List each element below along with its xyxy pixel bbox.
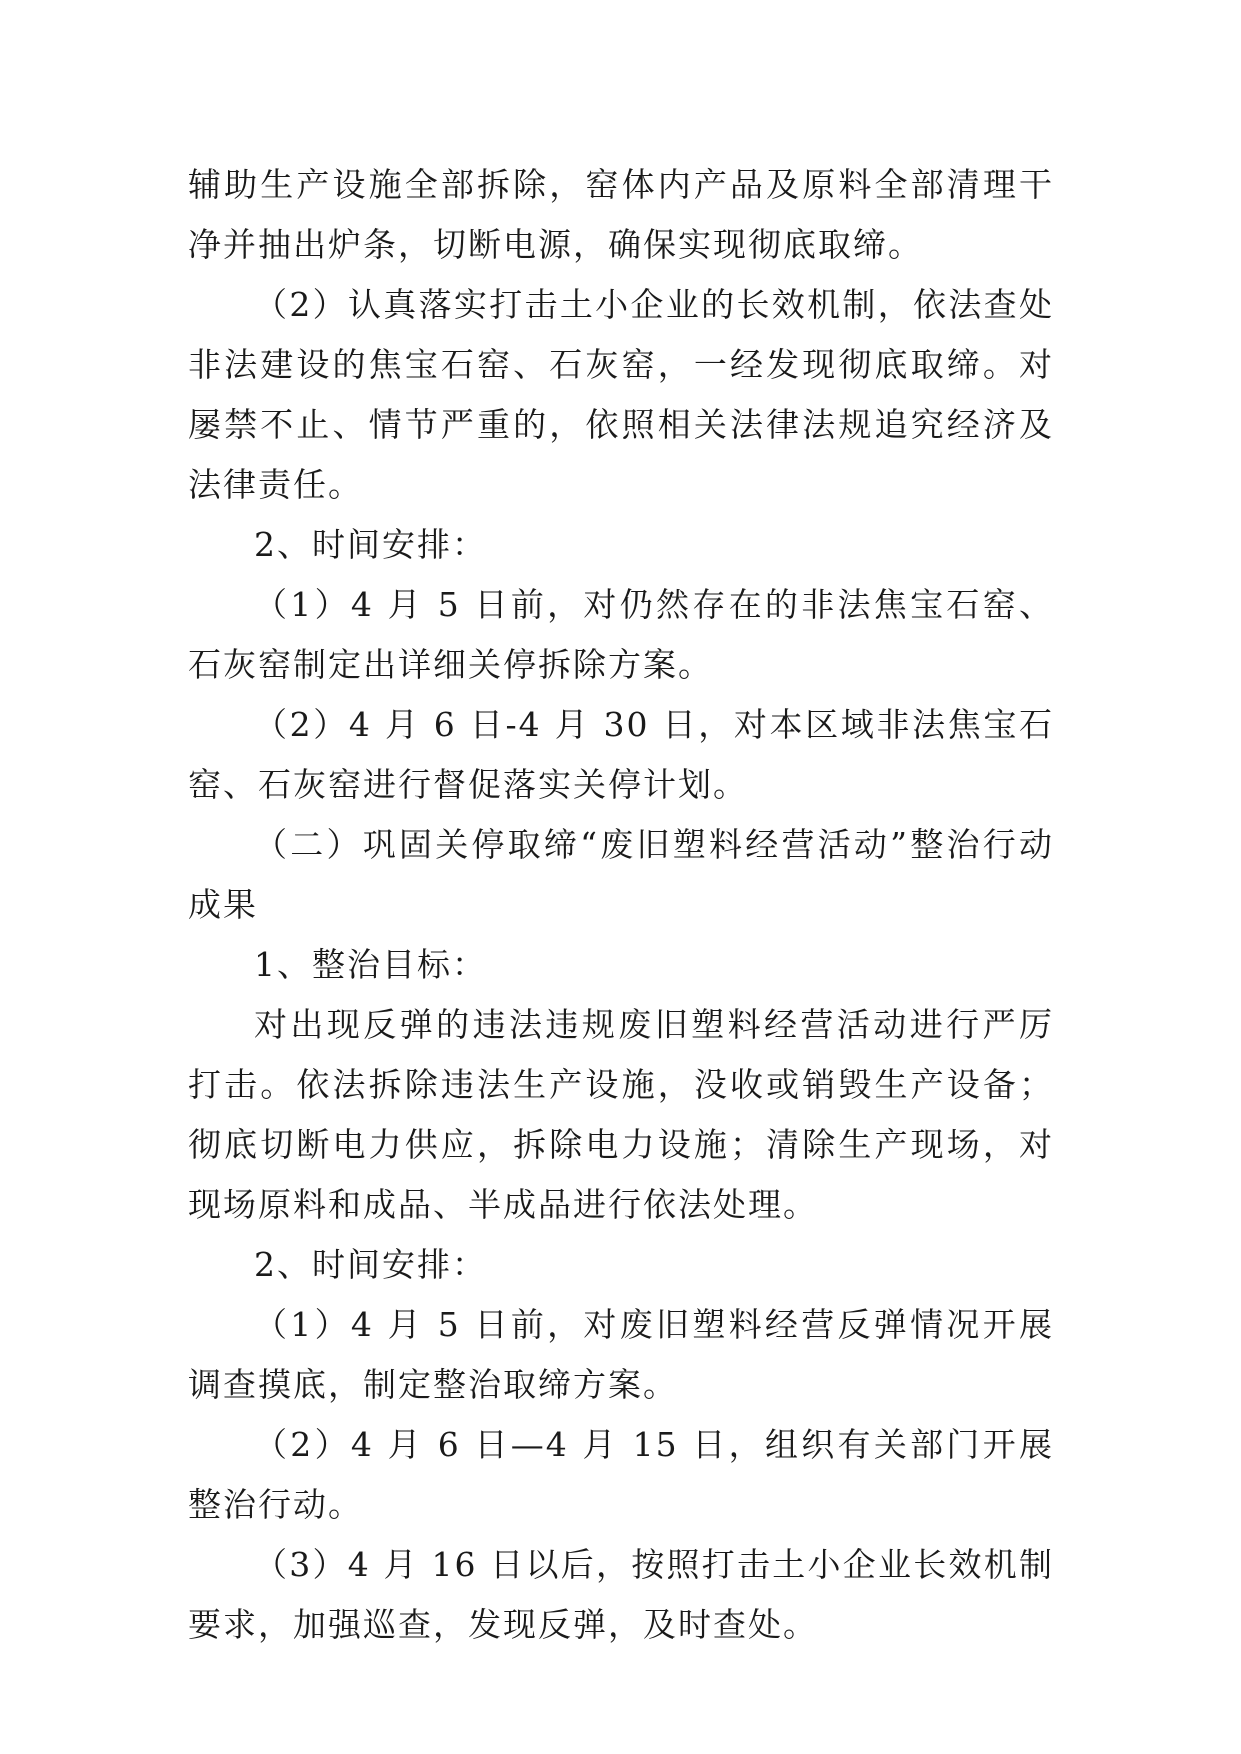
paragraph: （2）4 月 6 日—4 月 15 日，组织有关部门开展整治行动。	[188, 1425, 1054, 1524]
paragraph: （2）4 月 6 日-4 月 30 日，对本区域非法焦宝石窑、石灰窑进行督促落实关停计划。	[188, 705, 1054, 804]
paragraph: 2、时间安排：	[254, 525, 487, 564]
paragraph: 辅助生产设施全部拆除，窑体内产品及原料全部清理干净并抽出炉条，切断电源，确保实现彻底取缔。	[188, 165, 1054, 264]
paragraph: （2）认真落实打击土小企业的长效机制，依法查处非法建设的焦宝石窑、石灰窑，一经发现彻底取缔。对屡禁不止、情节严重的，依照相关法律法规追究经济及法律责任。	[188, 285, 1054, 504]
paragraph: （3）4 月 16 日以后，按照打击土小企业长效机制要求，加强巡查，发现反弹，及时查处。	[188, 1545, 1054, 1644]
section-heading: （二）巩固关停取缔“废旧塑料经营活动”整治行动成果	[188, 825, 1054, 924]
document-body	[188, 155, 1054, 1655]
paragraph: （1）4 月 5 日前，对仍然存在的非法焦宝石窑、石灰窑制定出详细关停拆除方案。	[188, 585, 1054, 684]
paragraph: 对出现反弹的违法违规废旧塑料经营活动进行严厉打击。依法拆除违法生产设施，没收或销毁生产设备；彻底切断电力供应，拆除电力设施；清除生产现场，对现场原料和成品、半成品进行依法处理。	[188, 1005, 1054, 1224]
paragraph: （1）4 月 5 日前，对废旧塑料经营反弹情况开展调查摸底，制定整治取缔方案。	[188, 1305, 1054, 1404]
paragraph: 1、整治目标：	[254, 945, 487, 984]
paragraph: 2、时间安排：	[254, 1245, 487, 1284]
